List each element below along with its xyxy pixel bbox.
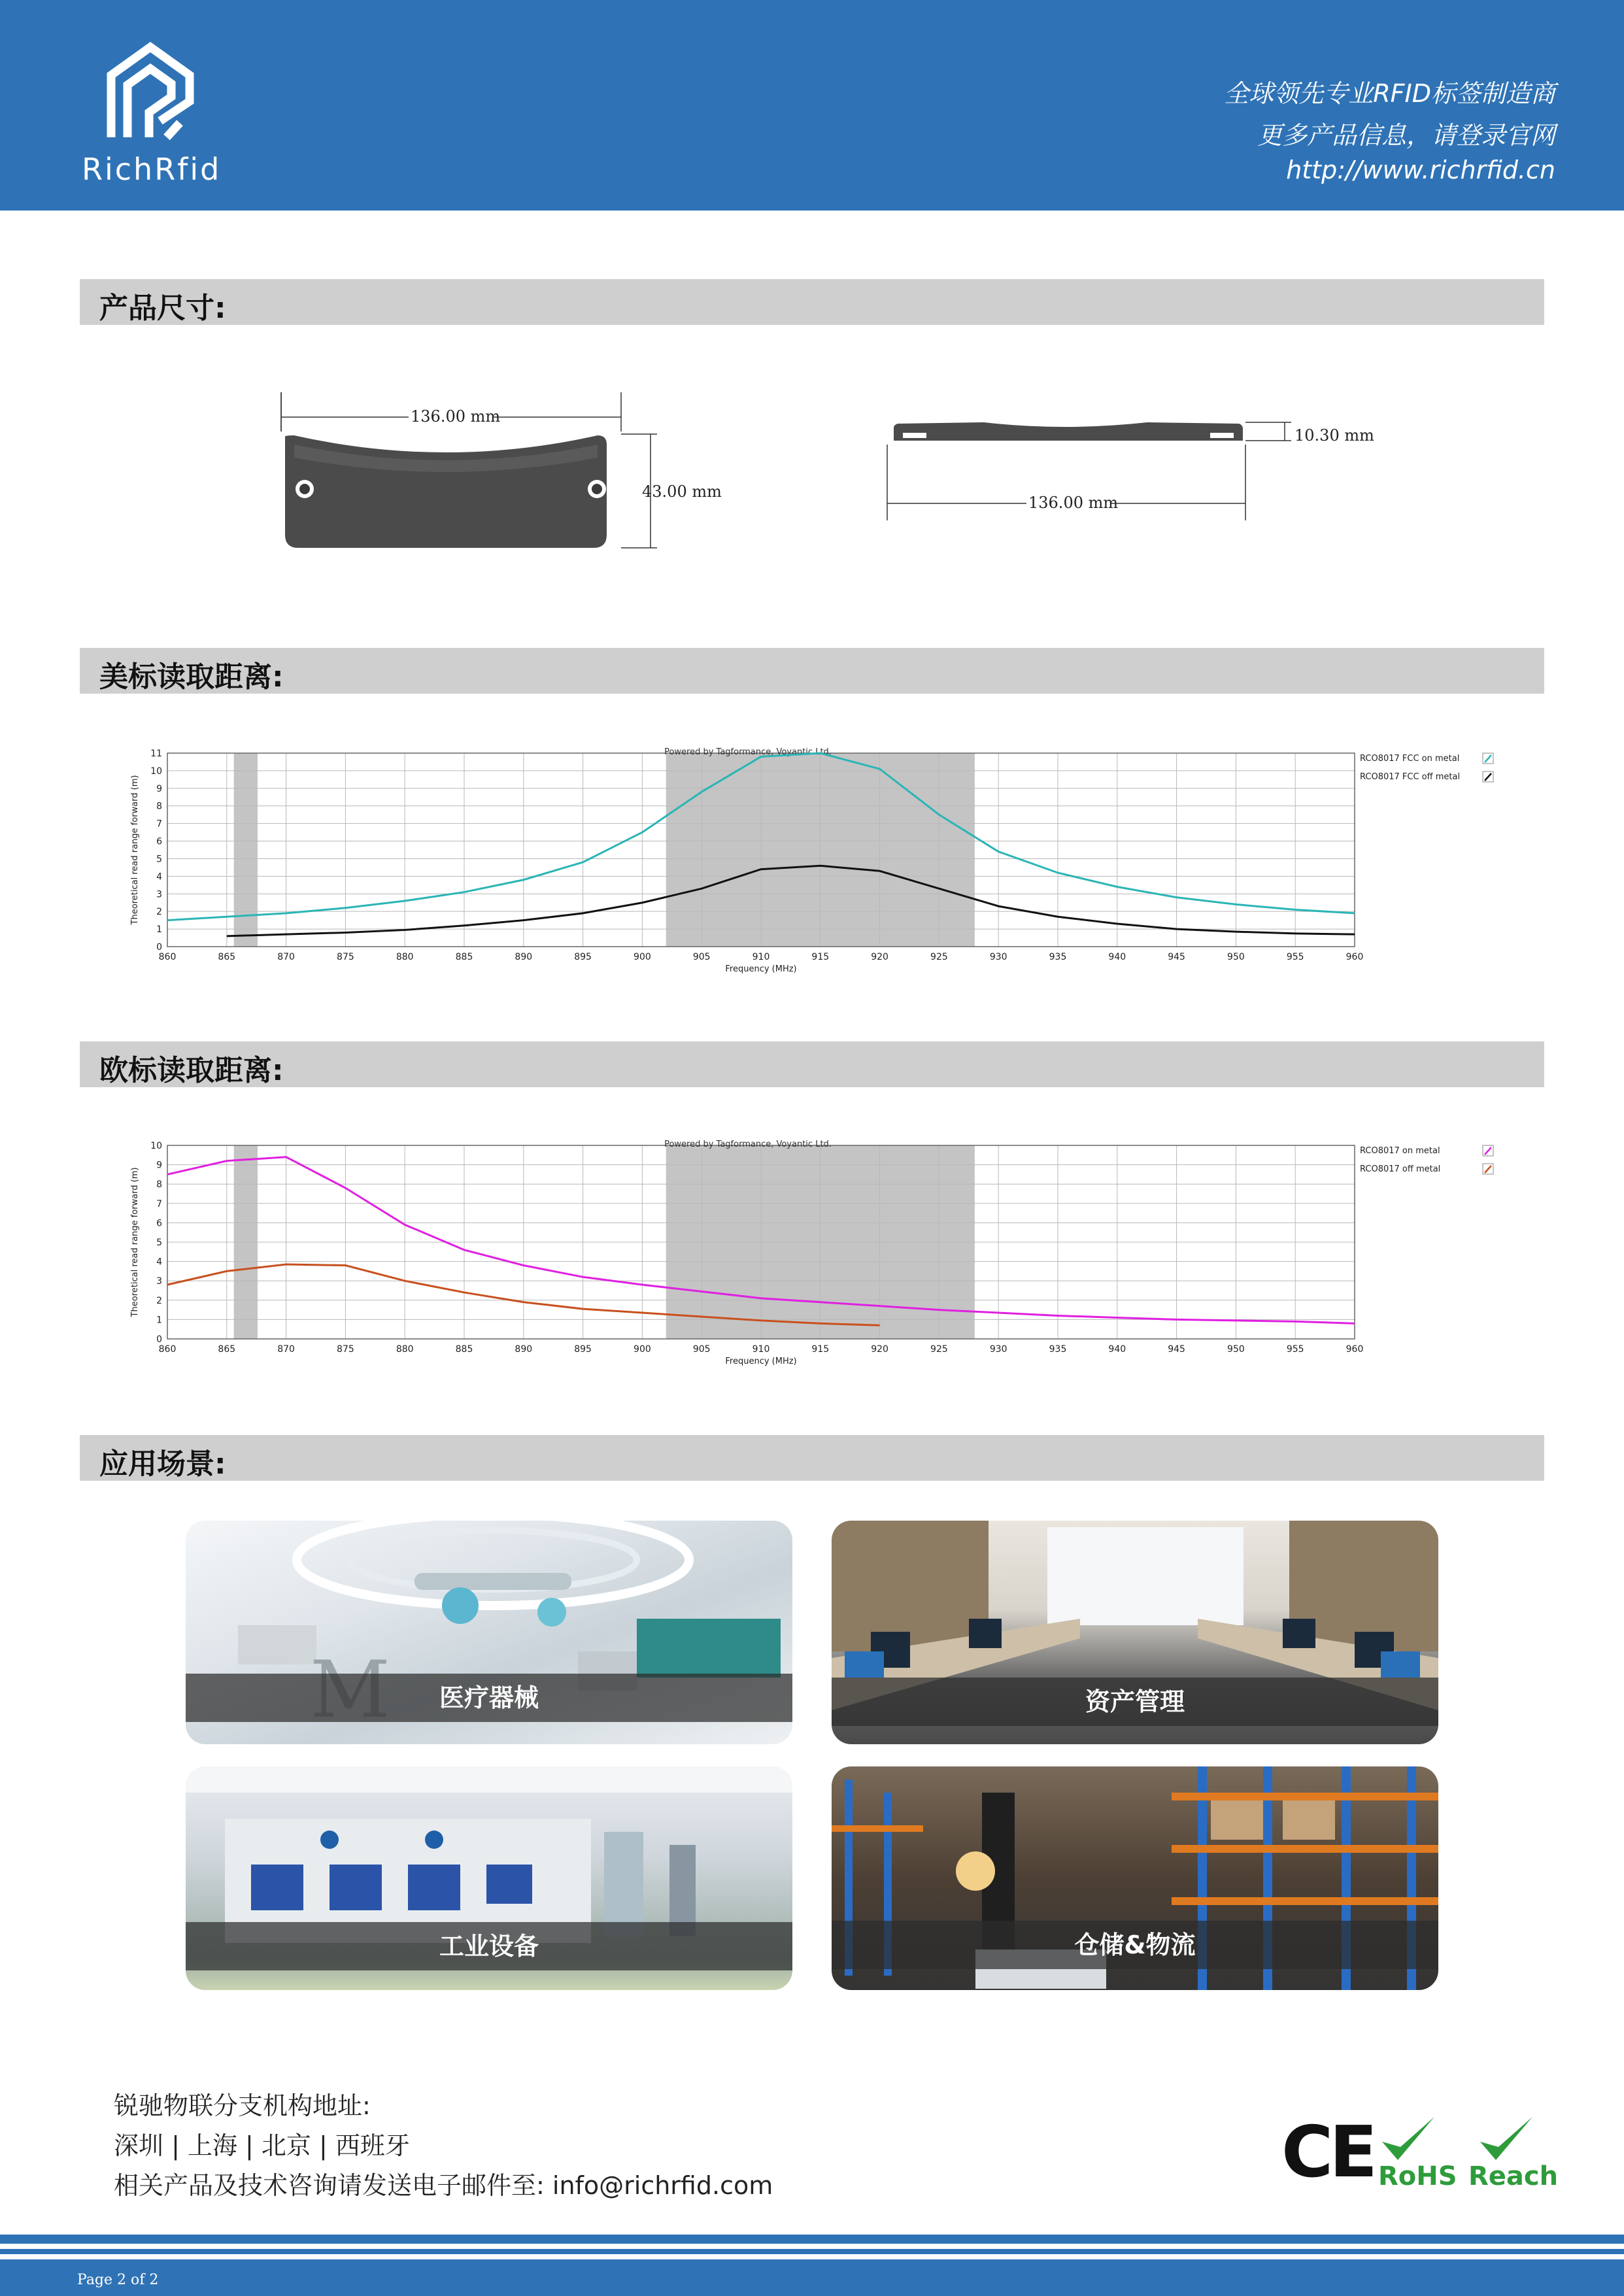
y-tick-label: 7 (156, 819, 162, 830)
header-tagline-2: 更多产品信息，请登录官网 (1257, 121, 1555, 150)
x-tick-label: 875 (337, 952, 354, 962)
x-tick-label: 915 (811, 1344, 830, 1355)
rohs-label: RoHS (1378, 2161, 1457, 2191)
y-tick-label: 6 (156, 836, 162, 847)
x-tick-label: 865 (218, 952, 236, 962)
top-height-label: 43.00 mm (642, 482, 722, 501)
x-tick-label: 940 (1108, 952, 1126, 962)
x-axis-label: Frequency (MHz) (725, 964, 797, 974)
footer-stripe-2 (0, 2249, 1624, 2254)
tile-label-logistics: 仓储&物流 (832, 1921, 1438, 1969)
y-tick-label: 4 (156, 871, 162, 883)
x-tick-label: 925 (930, 1344, 948, 1355)
application-tile-medical (186, 1521, 792, 1744)
richrfid-logo-icon (98, 39, 203, 150)
y-tick-label: 8 (156, 801, 162, 812)
section-bar-eu-range (80, 1041, 1544, 1087)
x-tick-label: 920 (871, 1344, 888, 1355)
x-tick-label: 950 (1227, 952, 1245, 962)
x-tick-label: 905 (692, 1344, 711, 1355)
x-tick-label: 860 (158, 1344, 177, 1355)
top-width-label: 136.00 mm (411, 407, 501, 426)
x-tick-label: 935 (1049, 1344, 1067, 1355)
eu-read-range-chart (124, 1136, 1523, 1379)
x-tick-label: 870 (277, 1344, 295, 1355)
tile-label-industrial: 工业设备 (186, 1922, 792, 1970)
y-tick-label: 9 (156, 783, 162, 794)
shaded-band (234, 753, 258, 947)
page-number: Page 2 of 2 (77, 2272, 159, 2288)
side-width-label: 136.00 mm (1028, 494, 1119, 512)
footer-branch-cities: 深圳 | 上海 | 北京 | 西班牙 (114, 2131, 410, 2160)
y-tick-label: 7 (156, 1198, 162, 1209)
y-tick-label: 4 (156, 1257, 162, 1268)
tile-label-assets: 资产管理 (832, 1678, 1438, 1726)
y-tick-label: 8 (156, 1179, 162, 1190)
footer-stripe-1 (0, 2235, 1624, 2244)
application-tile-assets (832, 1521, 1438, 1744)
y-tick-label: 0 (156, 1334, 162, 1345)
legend-label: RCO8017 off metal (1360, 1164, 1441, 1174)
x-tick-label: 900 (634, 952, 651, 962)
y-tick-label: 1 (156, 1315, 162, 1326)
section-title-application: 应用场景: (99, 1447, 226, 1481)
chart-title: Powered by Tagformance, Voyantic Ltd. (664, 1140, 832, 1149)
x-tick-label: 890 (515, 952, 533, 962)
application-tile-industrial (186, 1766, 792, 1990)
y-tick-label: 5 (156, 854, 162, 865)
x-tick-label: 905 (692, 952, 711, 962)
footer-bar (0, 2259, 1624, 2296)
x-tick-label: 960 (1345, 952, 1364, 962)
y-tick-label: 0 (156, 942, 162, 953)
x-tick-label: 865 (218, 1344, 236, 1355)
legend-label: RCO8017 FCC on metal (1360, 754, 1460, 764)
x-axis-label: Frequency (MHz) (725, 1357, 797, 1366)
reach-label: Reach (1468, 2161, 1559, 2191)
y-tick-label: 3 (156, 889, 162, 900)
x-tick-label: 930 (989, 952, 1007, 962)
section-title-size: 产品尺寸: (99, 292, 226, 325)
x-tick-label: 910 (752, 952, 770, 962)
x-tick-label: 880 (396, 1344, 414, 1355)
x-tick-label: 900 (634, 1344, 651, 1355)
section-title-eu-range: 欧标读取距离: (99, 1054, 284, 1087)
y-tick-label: 9 (156, 1160, 162, 1171)
tile-label-medical: 医疗器械 (186, 1674, 792, 1722)
y-tick-label: 2 (156, 907, 162, 918)
reach-check-icon (1476, 2113, 1535, 2165)
header-website-link[interactable]: http://www.richrfid.cn (1286, 156, 1555, 184)
header-tagline-1: 全球领先专业RFID标签制造商 (1224, 79, 1555, 108)
y-tick-label: 1 (156, 924, 162, 936)
x-tick-label: 870 (277, 952, 295, 962)
section-bar-size (80, 279, 1544, 325)
section-bar-application (80, 1435, 1544, 1481)
y-tick-label: 10 (150, 1141, 162, 1151)
ce-mark: CE (1281, 2112, 1374, 2193)
legend-label: RCO8017 on metal (1360, 1146, 1440, 1156)
rohs-check-icon (1378, 2113, 1437, 2165)
x-tick-label: 960 (1345, 1344, 1364, 1355)
x-tick-label: 925 (930, 952, 948, 962)
x-tick-label: 910 (752, 1344, 770, 1355)
y-tick-label: 10 (150, 766, 162, 777)
y-axis-label: Theoretical read range forward (m) (130, 1167, 140, 1317)
y-tick-label: 3 (156, 1276, 162, 1287)
x-tick-label: 915 (811, 952, 830, 962)
x-tick-label: 940 (1108, 1344, 1126, 1355)
x-tick-label: 880 (396, 952, 414, 962)
side-thickness-label: 10.30 mm (1294, 426, 1374, 445)
x-tick-label: 945 (1168, 1344, 1185, 1355)
x-tick-label: 930 (989, 1344, 1007, 1355)
us-read-range-chart (124, 744, 1523, 987)
x-tick-label: 955 (1286, 1344, 1304, 1355)
footer-branch-title: 锐驰物联分支机构地址: (114, 2091, 371, 2120)
x-tick-label: 920 (871, 952, 888, 962)
x-tick-label: 935 (1049, 952, 1067, 962)
y-tick-label: 5 (156, 1238, 162, 1248)
footer-contact-email: 相关产品及技术咨询请发送电子邮件至: info@richrfid.com (114, 2171, 773, 2200)
y-tick-label: 6 (156, 1218, 162, 1229)
x-tick-label: 860 (158, 952, 177, 962)
y-tick-label: 2 (156, 1295, 162, 1306)
x-tick-label: 885 (455, 1344, 473, 1355)
x-tick-label: 890 (515, 1344, 533, 1355)
section-title-us-range: 美标读取距离: (99, 660, 284, 694)
x-tick-label: 885 (455, 952, 473, 962)
brand-name: RichRfid (82, 152, 222, 187)
x-tick-label: 895 (574, 1344, 592, 1355)
y-axis-label: Theoretical read range forward (m) (130, 775, 140, 925)
chart-title: Powered by Tagformance, Voyantic Ltd. (664, 747, 832, 757)
x-tick-label: 875 (337, 1344, 354, 1355)
x-tick-label: 895 (574, 952, 592, 962)
section-bar-us-range (80, 648, 1544, 694)
application-tile-logistics (832, 1766, 1438, 1990)
y-tick-label: 11 (150, 749, 162, 759)
legend-label: RCO8017 FCC off metal (1360, 772, 1461, 782)
x-tick-label: 955 (1286, 952, 1304, 962)
x-tick-label: 950 (1227, 1344, 1245, 1355)
x-tick-label: 945 (1168, 952, 1185, 962)
